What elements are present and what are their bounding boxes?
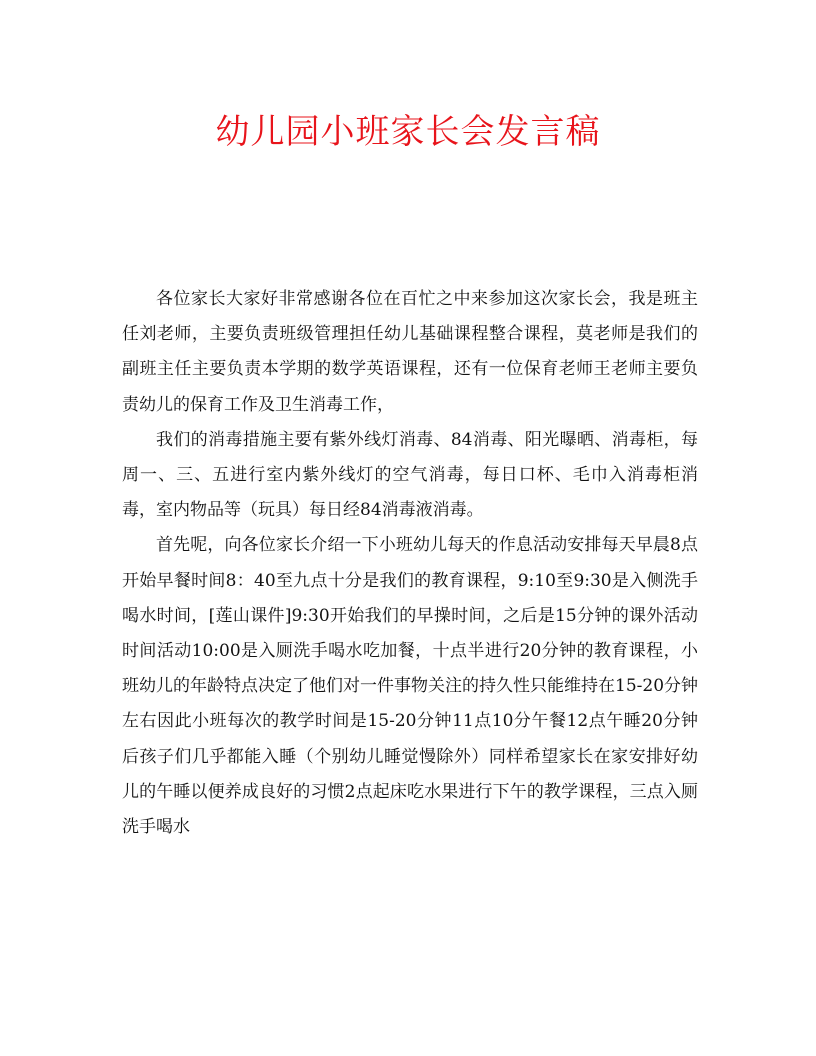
paragraph-introduction: 各位家长大家好非常感谢各位在百忙之中来参加这次家长会，我是班主任刘老师，主要负责班级管理担任幼儿基础课程整合课程，莫老师是我们的副班主任主要负责本学期的数学英语课程，还有一位保育老师王老师主要负责幼儿的保育工作及卫生消毒工作， [122,289,698,415]
paragraph-daily-schedule: 首先呢，向各位家长介绍一下小班幼儿每天的作息活动安排每天早晨8点开始早餐时间8：40至九点十分是我们的教育课程，9:10至9:30是入侧洗手喝水时间，[莲山课件]9:30开始我们的早操时间，之后是15分钟的课外活动时间活动10:00是入厕洗手喝水吃加餐，十点半进行20分钟的教育课程，小班幼儿的年龄特点决定了他们对一件事物关注的持久性只能维持在15-20分钟左右因此小班每次的教学时间是15-20分钟11点10分午餐12点午睡20分钟后孩子们几乎都能入睡（个别幼儿睡觉慢除外）同样希望家长在家安排好幼儿的午睡以便养成良好的习惯2点起床吃水果进行下午的教学课程，三点入厕洗手喝水 [122,535,699,838]
document-title: 幼儿园小班家长会发言稿 [215,112,601,152]
paragraph-disinfection: 我们的消毒措施主要有紫外线灯消毒、84消毒、阳光曝晒、消毒柜，每周一、三、五进行室内紫外线灯的空气消毒，每日口杯、毛巾入消毒柜消毒，室内物品等（玩具）每日经84消毒液消毒。 [122,429,698,521]
document-body [122,282,698,845]
